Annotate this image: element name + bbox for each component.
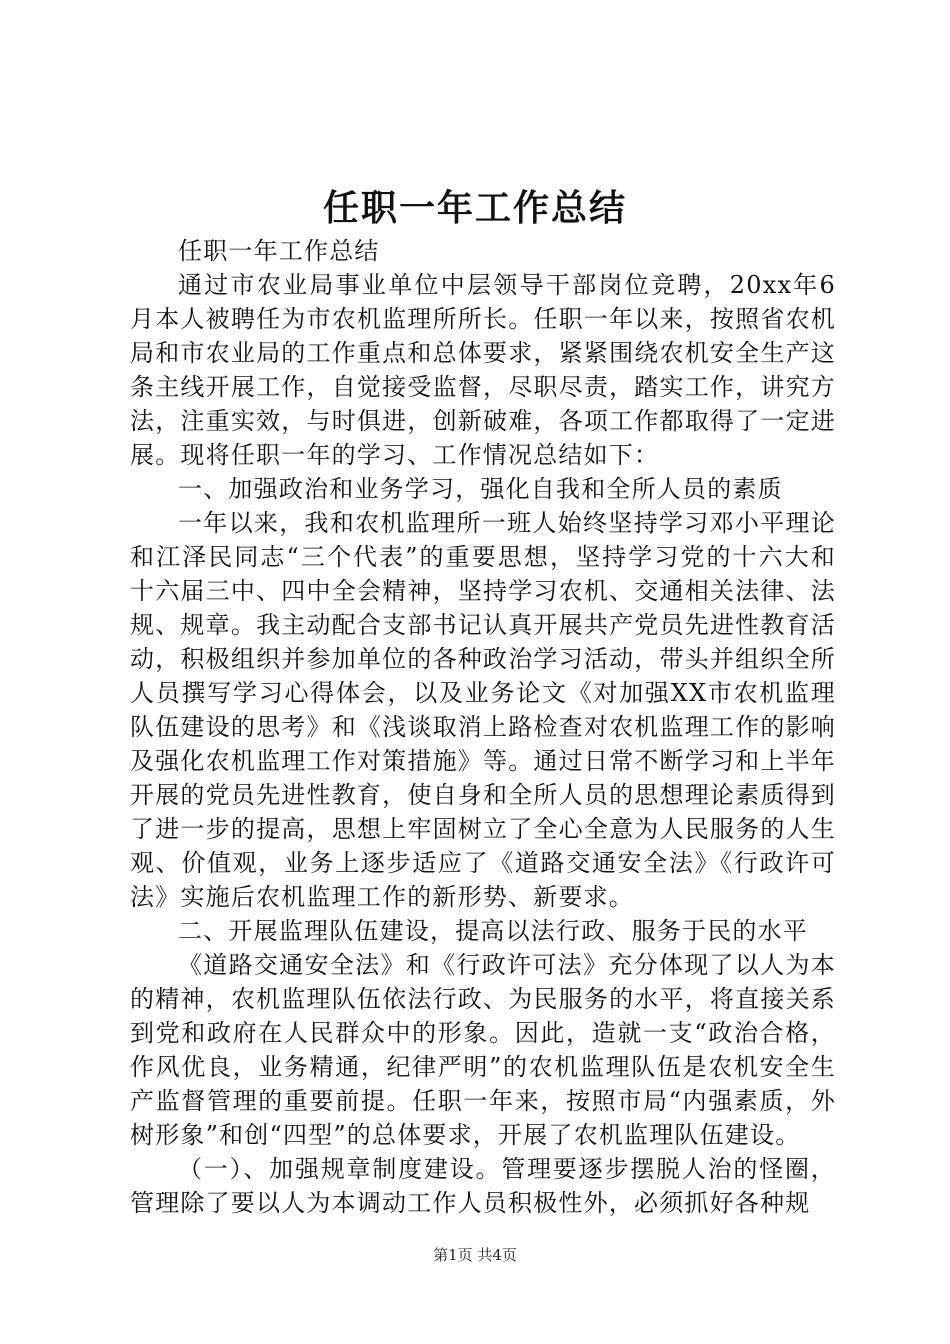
section-2-paragraph: 《道路交通安全法》和《行政许可法》充分体现了以人为本的精神，农机监理队伍依法行政、为民服务的水平，将直接关系到党和政府在人民群众中的形象。因此，造就一支“政治合格，作风优良，业务精通，纪律严明”的农机监理队伍是农机安全生产监督管理的重要前提。任职一年来，按照市局“内强素质，外树形象”和创“四型”的总体要求，开展了农机监理队伍建设。 [130, 951, 836, 1149]
subtitle-paragraph: 任职一年工作总结 [178, 237, 380, 265]
section-heading-2: 二、开展监理队伍建设，提高以法行政、服务于民的水平 [178, 917, 808, 945]
page-footer: 第1页 共4页 [433, 1246, 517, 1264]
section-heading-1: 一、加强政治和业务学习，强化自我和全所人员的素质 [178, 475, 783, 503]
document-body [130, 234, 836, 1220]
subsection-1-paragraph: （一）、加强规章制度建设。管理要逐步摆脱人治的怪圈，管理除了要以人为本调动工作人员积极性外，必须抓好各种规 [130, 1155, 836, 1217]
document-title: 任职一年工作总结 [322, 188, 627, 229]
intro-paragraph: 通过市农业局事业单位中层领导干部岗位竞聘，20xx年6月本人被聘任为市农机监理所所长。任职一年以来，按照省农机局和市农业局的工作重点和总体要求，紧紧围绕农机安全生产这条主线开展工作，自觉接受监督，尽职尽责，踏实工作，讲究方法，注重实效，与时俱进，创新破难，各项工作都取得了一定进展。现将任职一年的学习、工作情况总结如下： [130, 271, 836, 469]
section-1-paragraph: 一年以来，我和农机监理所一班人始终坚持学习邓小平理论和江泽民同志“三个代表”的重要思想，坚持学习党的十六大和十六届三中、四中全会精神，坚持学习农机、交通相关法律、法规、规章。我主动配合支部书记认真开展共产党员先进性教育活动，积极组织并参加单位的各种政治学习活动，带头并组织全所人员撰写学习心得体会，以及业务论文《对加强XX市农机监理队伍建设的思考》和《浅谈取消上路检查对农机监理工作的影响及强化农机监理工作对策措施》等。通过日常不断学习和上半年开展的党员先进性教育，使自身和全所人员的思想理论素质得到了进一步的提高，思想上牢固树立了全心全意为人民服务的人生观、价值观，业务上逐步适应了《道路交通安全法》《行政许可法》实施后农机监理工作的新形势、新要求。 [130, 509, 836, 911]
